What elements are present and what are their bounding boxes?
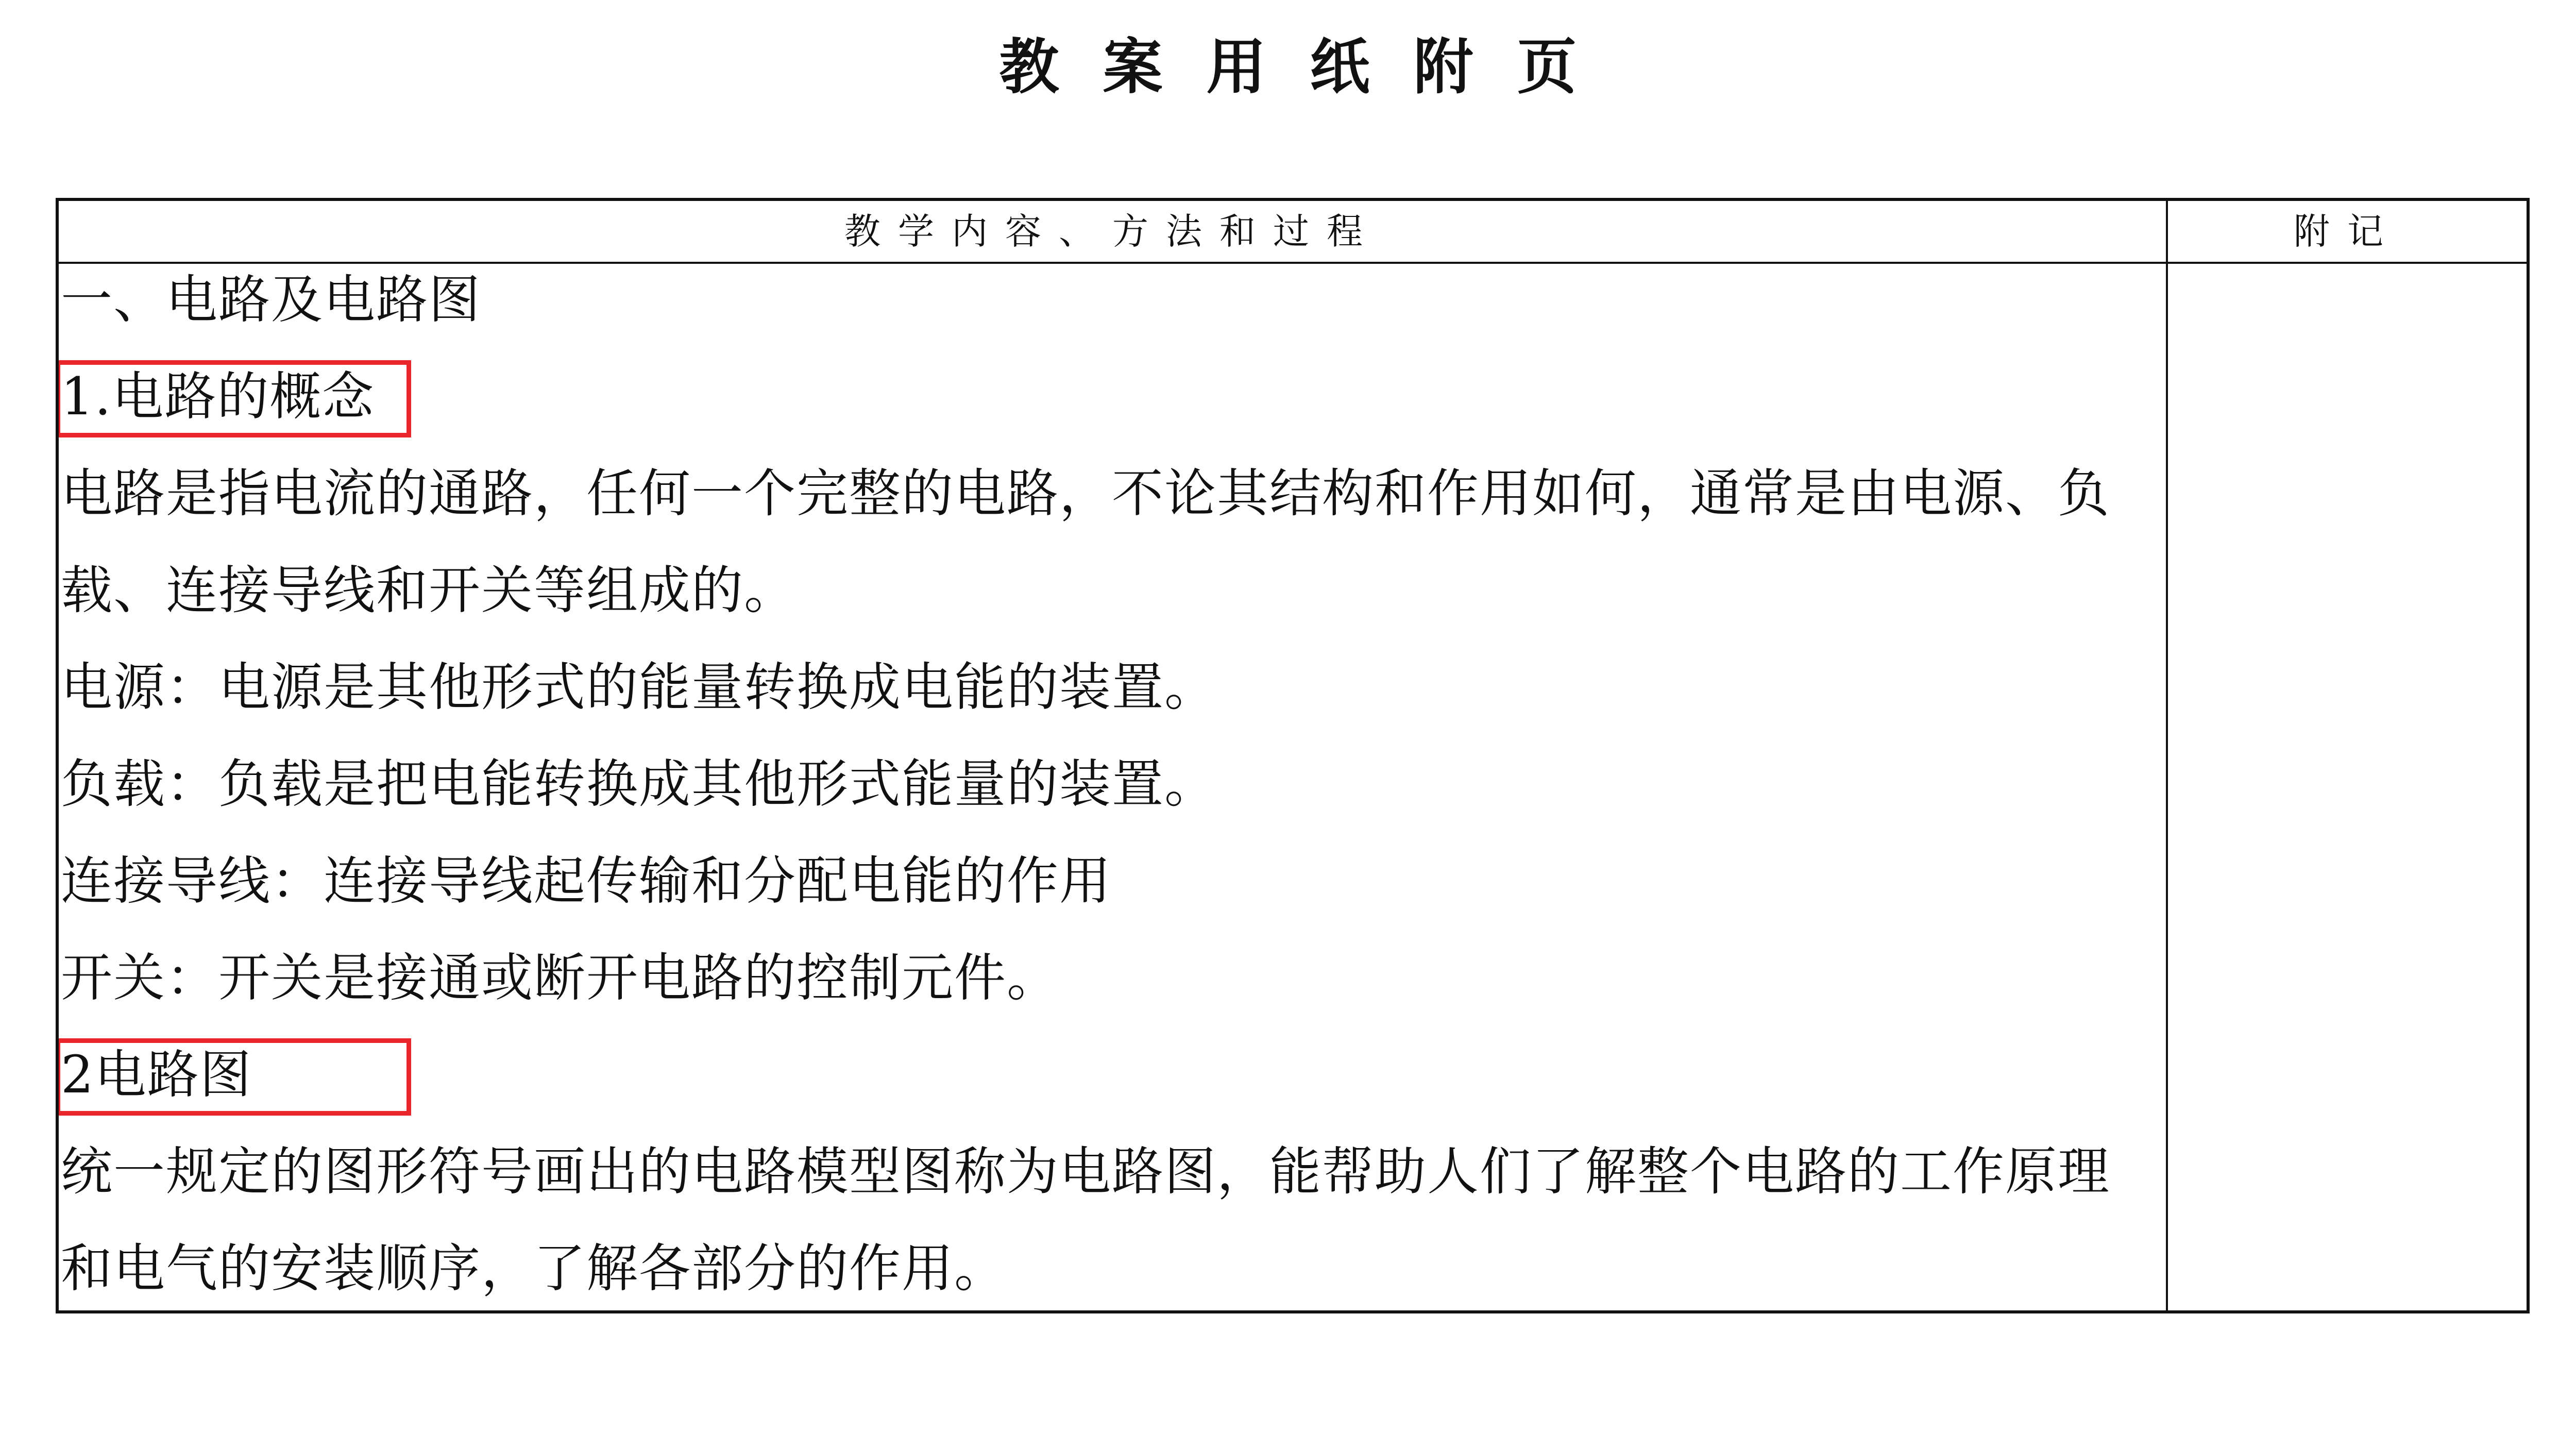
content-column-header: 教学内容、方法和过程 (844, 210, 1380, 252)
lesson-plan-table (56, 198, 2530, 1313)
text-line: 载、连接导线和开关等组成的。 (61, 560, 796, 620)
note-cell (2168, 264, 2527, 1310)
text-line: 统一规定的图形符号画出的电路模型图称为电路图，能帮助人们了解整个电路的工作原理 (61, 1141, 2110, 1202)
text-line-load: 负载：负载是把电能转换成其他形式能量的装置。 (61, 754, 1217, 814)
text-line: 电路是指电流的通路，任何一个完整的电路，不论其结构和作用如何，通常是由电源、负 (61, 463, 2110, 524)
text-line-switch: 开关：开关是接通或断开电路的控制元件。 (61, 948, 1059, 1008)
note-column-header: 附记 (2294, 210, 2401, 252)
page-title: 教案用纸附页 (999, 32, 1621, 102)
text-line-power-source: 电源：电源是其他形式的能量转换成电能的装置。 (61, 657, 1217, 717)
table-header-row (59, 201, 2527, 264)
content-cell (59, 264, 2164, 1310)
section-heading: 一、电路及电路图 (61, 269, 481, 330)
subheading-circuit-diagram: 2电路图 (61, 1044, 252, 1105)
text-line: 和电气的安装顺序，了解各部分的作用。 (61, 1238, 1007, 1299)
text-line-wires: 连接导线：连接导线起传输和分配电能的作用 (61, 851, 1112, 911)
subheading-circuit-concept: 1.电路的概念 (61, 366, 375, 427)
